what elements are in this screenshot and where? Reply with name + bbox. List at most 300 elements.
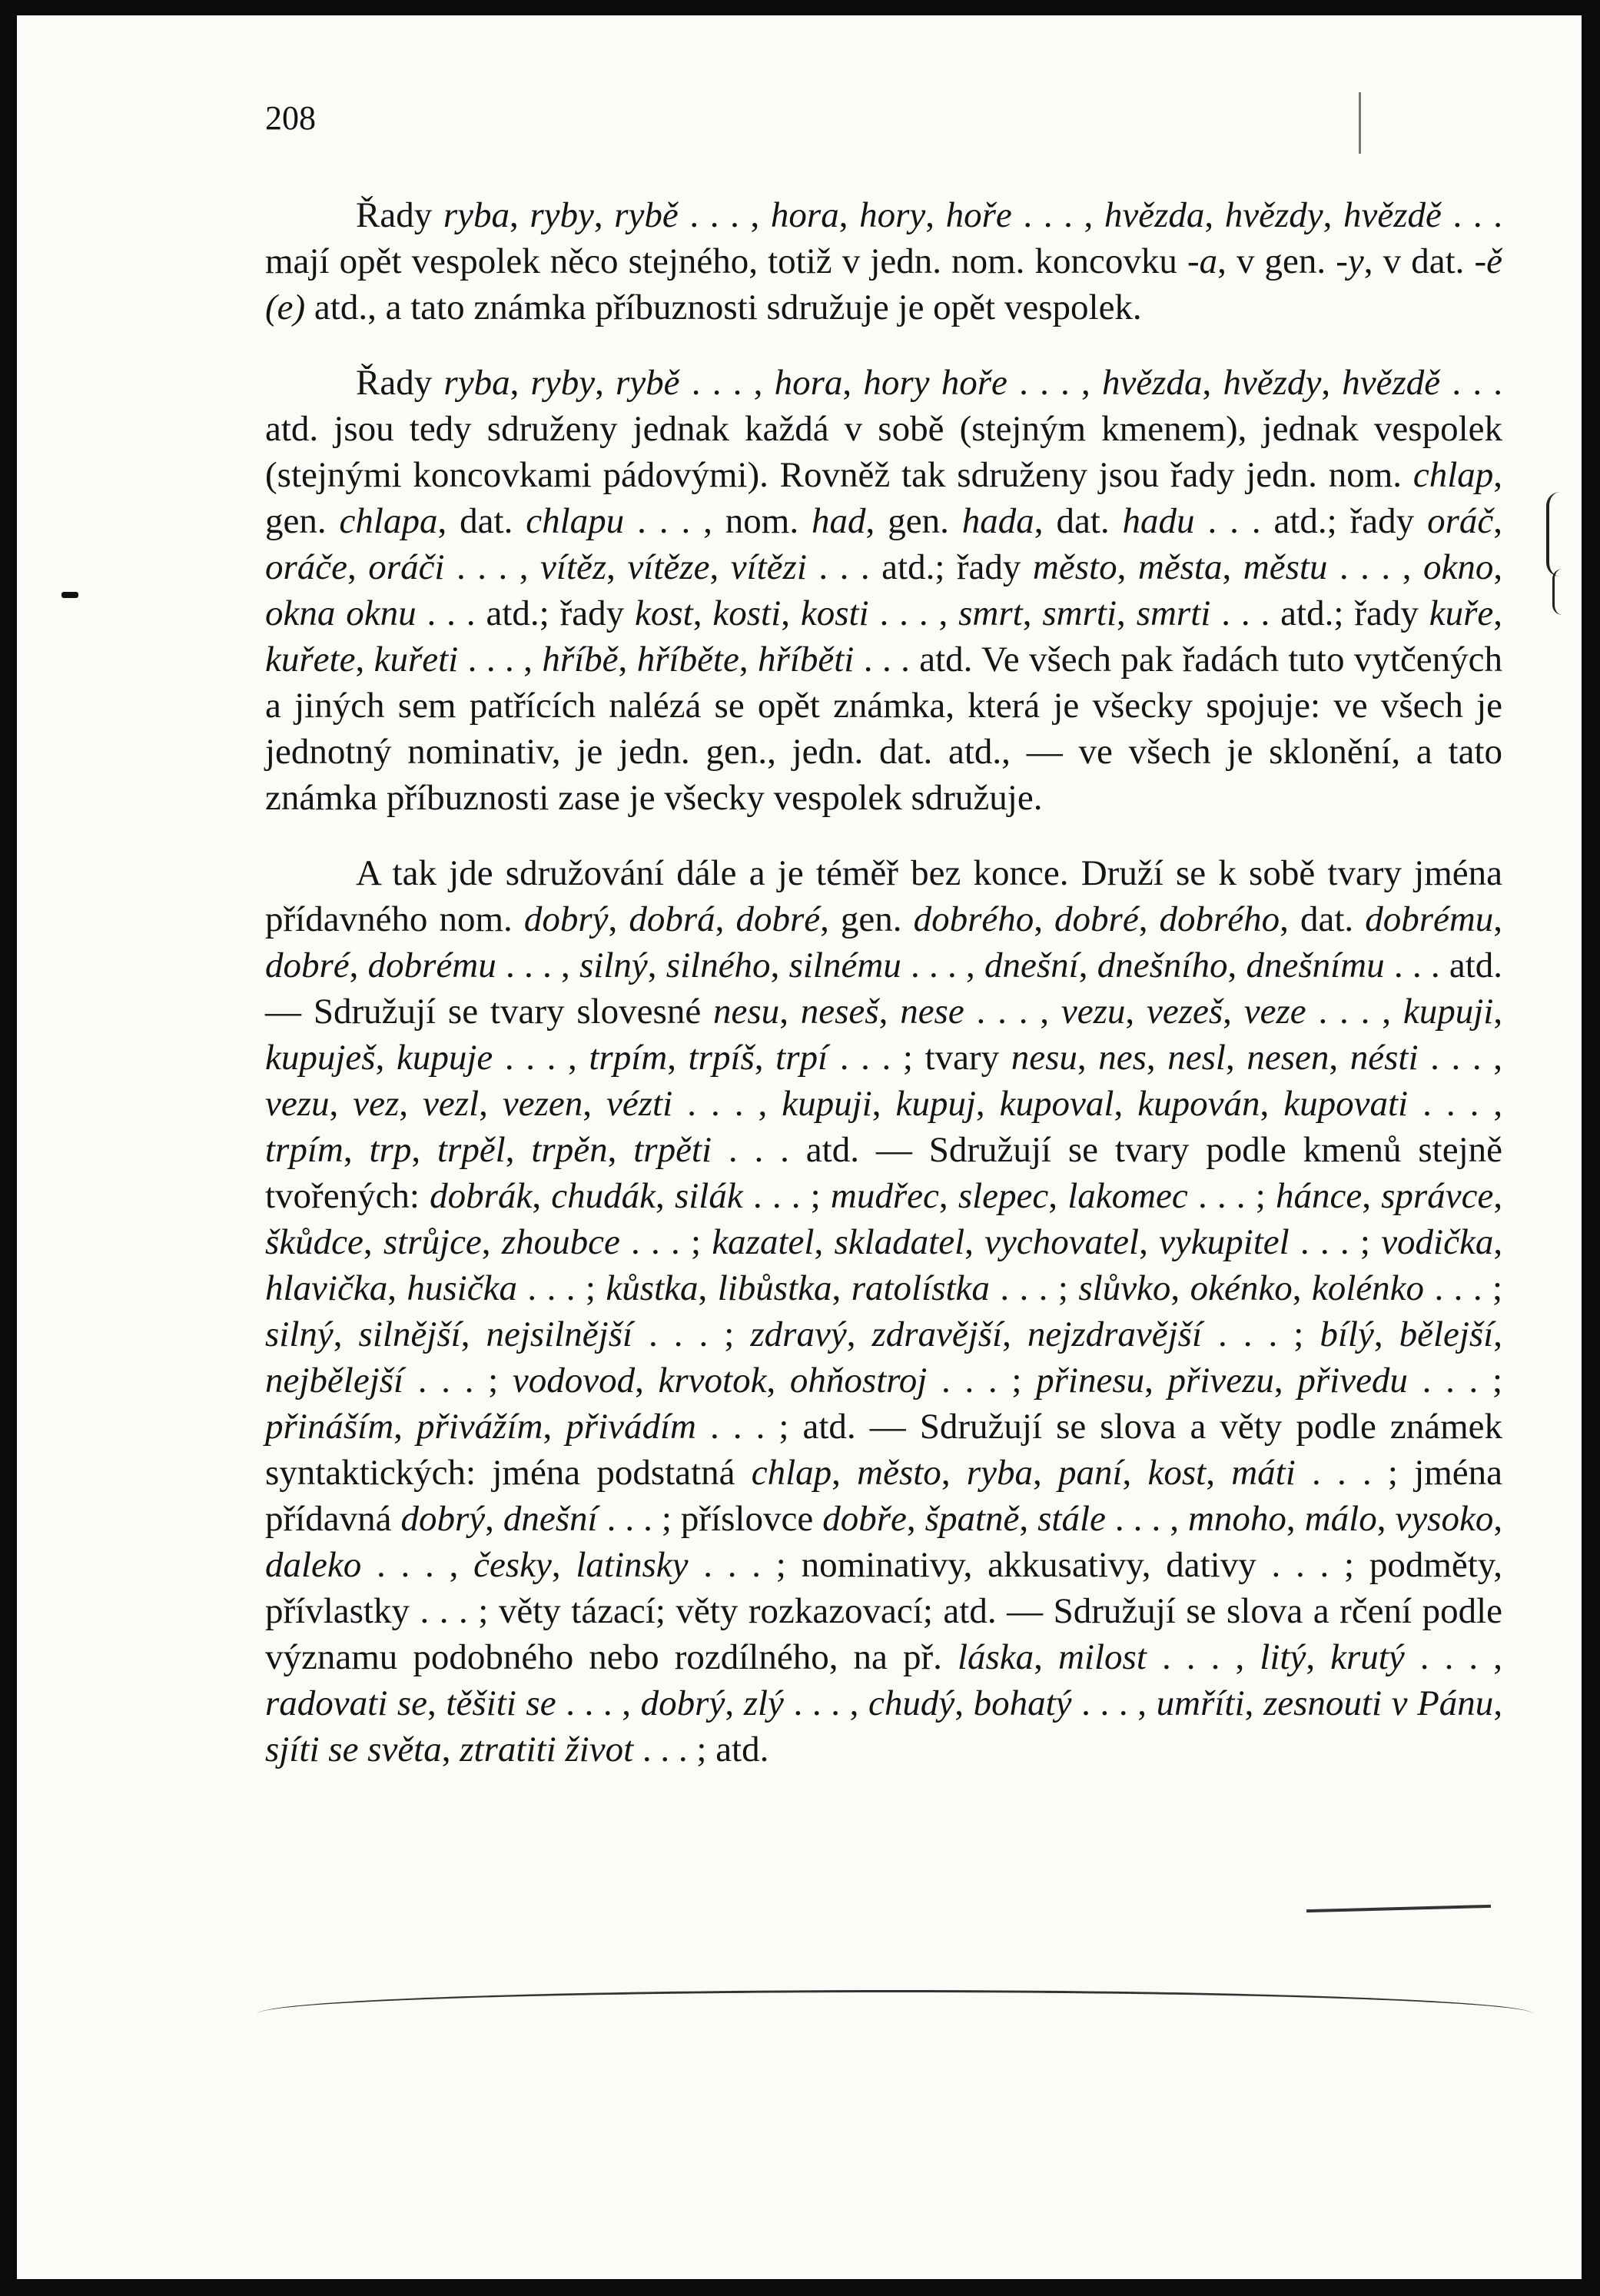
text-run: . . . , bbox=[783, 1683, 869, 1723]
italic-word: kupován bbox=[1137, 1084, 1260, 1124]
text-run: . . . atd.; řady bbox=[416, 593, 636, 633]
italic-word: okna oknu bbox=[265, 593, 417, 633]
italic-word: sjíti se světa bbox=[265, 1729, 442, 1769]
text-run: atd., a tato známka příbuznosti sdružuje je opět vespolek. bbox=[305, 287, 1142, 327]
italic-word: hory hoře bbox=[863, 363, 1007, 403]
text-run: , bbox=[427, 1683, 446, 1723]
italic-word: špatně bbox=[924, 1499, 1020, 1539]
text-run: . . . ; atd. bbox=[633, 1729, 769, 1769]
body-text bbox=[265, 192, 1502, 1773]
text-run: , bbox=[1493, 992, 1503, 1032]
italic-word: vítěze bbox=[627, 547, 710, 587]
italic-word: chudák bbox=[551, 1176, 656, 1216]
text-run: , bbox=[779, 992, 801, 1032]
text-run: , bbox=[551, 1545, 576, 1585]
italic-word: kosti bbox=[800, 593, 869, 633]
italic-word: zlý bbox=[743, 1683, 784, 1723]
text-run: , bbox=[1125, 992, 1147, 1032]
italic-word: bělejší bbox=[1399, 1314, 1494, 1354]
italic-word: vézti bbox=[606, 1084, 673, 1124]
text-run: . . . , bbox=[556, 1683, 641, 1723]
italic-word: kazatel bbox=[712, 1222, 815, 1262]
italic-word: město bbox=[1032, 547, 1117, 587]
italic-word: vítěz bbox=[540, 547, 607, 587]
text-run: . . . ; bbox=[1407, 1361, 1502, 1401]
text-run: , bbox=[543, 1407, 566, 1447]
italic-word: dobrá bbox=[629, 899, 715, 939]
italic-word: chlap bbox=[751, 1453, 832, 1493]
italic-word: trpím bbox=[265, 1130, 344, 1170]
text-run: . . . , bbox=[1327, 547, 1423, 587]
text-run: , bbox=[656, 1176, 675, 1216]
italic-word: škůdce bbox=[265, 1222, 363, 1262]
italic-word: oráč bbox=[1427, 501, 1494, 541]
italic-word: krvotok bbox=[658, 1361, 767, 1401]
text-run: . . . atd.; řady bbox=[806, 547, 1033, 587]
italic-word: dobrý bbox=[640, 1683, 725, 1723]
text-run: . . . atd.; řady bbox=[1194, 501, 1428, 541]
italic-word: přivezu bbox=[1167, 1361, 1274, 1401]
italic-word: nésti bbox=[1349, 1038, 1419, 1078]
italic-word: silný bbox=[579, 945, 648, 985]
text-run: . . . ; bbox=[403, 1361, 513, 1401]
text-run: , bbox=[1002, 1314, 1027, 1354]
italic-word: dnešní bbox=[984, 945, 1079, 985]
text-run: , bbox=[878, 992, 901, 1032]
italic-word: kupoval bbox=[999, 1084, 1114, 1124]
text-run: Řady bbox=[356, 195, 443, 235]
italic-word: přivážím bbox=[416, 1407, 543, 1447]
pencil-underline bbox=[257, 1990, 1533, 2014]
text-run: , bbox=[647, 945, 666, 985]
text-run: . . . atd. — Sdružují se tvary podle kmenů stejně tvořených: bbox=[265, 1130, 1503, 1216]
text-run: , bbox=[1493, 1314, 1503, 1354]
italic-word: přinesu bbox=[1036, 1361, 1145, 1401]
text-run: , v dat. bbox=[1363, 241, 1475, 281]
scan-border-right bbox=[1582, 0, 1600, 2296]
italic-word: trpěn bbox=[531, 1130, 608, 1170]
text-run: . . . atd. Ve všech pak řadách tuto vytčených a jiných sem patřících nalézá se opět známka, která je všecky spojuje: ve všech je jednotný nominativ, je jedn. gen., jedn. dat. atd., — ve všech je sklonění, a tato známka příbuznosti zase je všecky vespolek sdružuje. bbox=[265, 640, 1503, 818]
italic-word: nesen bbox=[1246, 1038, 1329, 1078]
italic-word: ryby bbox=[530, 363, 596, 403]
italic-word: radovati se bbox=[265, 1683, 428, 1723]
text-run: , bbox=[349, 945, 368, 985]
italic-word: trpím bbox=[589, 1038, 668, 1078]
page-number: 208 bbox=[265, 99, 316, 137]
italic-word: dobrému bbox=[367, 945, 496, 985]
text-run: , bbox=[1146, 1038, 1168, 1078]
italic-word: trpěti bbox=[633, 1130, 712, 1170]
text-run: , bbox=[1273, 1361, 1298, 1401]
text-run: , bbox=[583, 1084, 607, 1124]
italic-word: smrt bbox=[958, 593, 1023, 633]
italic-word: hvězdy bbox=[1224, 195, 1323, 235]
italic-word: kupuji bbox=[782, 1084, 872, 1124]
text-run: , bbox=[1222, 547, 1243, 587]
italic-word: kost bbox=[1147, 1453, 1207, 1493]
italic-word: rybě bbox=[616, 363, 680, 403]
text-run: , v gen. bbox=[1217, 241, 1336, 281]
text-run: , bbox=[1122, 1453, 1148, 1493]
text-run: , bbox=[1206, 1453, 1232, 1493]
italic-word: silnému bbox=[788, 945, 901, 985]
italic-word: hadu bbox=[1122, 501, 1195, 541]
text-run: , bbox=[1078, 945, 1097, 985]
italic-word: kůstka bbox=[606, 1268, 699, 1308]
text-run: A tak jde sdružování dále a je téměř bez konce. Druží se k sobě tvary jména přídavného nom. bbox=[265, 853, 1502, 939]
text-run: . . . , nom. bbox=[624, 501, 812, 541]
italic-word: vodovod bbox=[512, 1361, 636, 1401]
text-run: , bbox=[1376, 1499, 1396, 1539]
italic-word: trpí bbox=[775, 1038, 828, 1078]
text-run: , bbox=[692, 593, 713, 633]
italic-word: dnešní bbox=[503, 1499, 598, 1539]
italic-word: hora bbox=[770, 195, 839, 235]
italic-word: přivedu bbox=[1297, 1361, 1408, 1401]
italic-word: skladatel bbox=[834, 1222, 965, 1262]
italic-word: husička bbox=[407, 1268, 517, 1308]
text-run: , bbox=[441, 1729, 460, 1769]
pencil-strikethrough bbox=[1306, 1905, 1491, 1912]
italic-word: vezu bbox=[1061, 992, 1126, 1032]
italic-word: zhoubce bbox=[501, 1222, 620, 1262]
italic-word: umříti bbox=[1156, 1683, 1245, 1723]
text-run: , bbox=[1493, 1499, 1503, 1539]
text-run: , bbox=[595, 363, 616, 403]
margin-pencil-mark bbox=[1359, 92, 1361, 154]
text-run: , bbox=[838, 195, 860, 235]
italic-word: vezen bbox=[502, 1084, 583, 1124]
text-run: , bbox=[510, 195, 530, 235]
text-run: , bbox=[941, 1453, 967, 1493]
italic-word: trpěl bbox=[437, 1130, 506, 1170]
italic-word: zesnouti v Pánu bbox=[1263, 1683, 1494, 1723]
italic-word: hvězda bbox=[1104, 195, 1205, 235]
text-run: , bbox=[1373, 1314, 1399, 1354]
italic-word: vodička bbox=[1381, 1222, 1494, 1262]
italic-word: kupuji bbox=[1402, 992, 1494, 1032]
italic-word: ryba bbox=[443, 195, 510, 235]
text-run: , bbox=[387, 1268, 407, 1308]
text-run: , bbox=[814, 1222, 835, 1262]
italic-word: město bbox=[857, 1453, 941, 1493]
italic-word: paní bbox=[1057, 1453, 1123, 1493]
text-run: . . . , bbox=[1306, 992, 1403, 1032]
text-run: , bbox=[1202, 363, 1223, 403]
text-run: , bbox=[1323, 195, 1344, 235]
text-run: , bbox=[1362, 1176, 1382, 1216]
text-run: , bbox=[1034, 899, 1055, 939]
scan-border-bottom bbox=[0, 2279, 1600, 2296]
text-run: , bbox=[754, 1038, 776, 1078]
text-run: , bbox=[635, 1361, 659, 1401]
italic-word: mnoho bbox=[1187, 1499, 1286, 1539]
italic-word: libůstka bbox=[717, 1268, 832, 1308]
text-run: , bbox=[925, 195, 946, 235]
text-run: , bbox=[343, 1130, 370, 1170]
italic-word: bílý bbox=[1320, 1314, 1374, 1354]
italic-word: lakomec bbox=[1067, 1176, 1188, 1216]
text-run: , dat. bbox=[1280, 899, 1366, 939]
text-run: , bbox=[481, 1222, 502, 1262]
italic-word: hvězdě bbox=[1343, 195, 1442, 235]
text-run: , bbox=[1019, 1499, 1038, 1539]
italic-word: ryba bbox=[966, 1453, 1033, 1493]
text-run: . . . , bbox=[1146, 1637, 1260, 1677]
italic-word: -a bbox=[1187, 241, 1218, 281]
text-run: . . . , bbox=[672, 1084, 782, 1124]
italic-word: chlapa bbox=[339, 501, 438, 541]
text-run: , bbox=[1022, 593, 1043, 633]
text-run: , bbox=[1034, 1637, 1058, 1677]
text-run: , bbox=[1260, 1084, 1284, 1124]
text-run: , bbox=[1493, 1176, 1503, 1216]
italic-word: vezl bbox=[423, 1084, 480, 1124]
italic-word: silný bbox=[265, 1314, 334, 1354]
italic-word: láska bbox=[957, 1637, 1034, 1677]
text-run: . . . , bbox=[1011, 195, 1104, 235]
italic-word: ryby bbox=[529, 195, 594, 235]
italic-word: chlapu bbox=[526, 501, 625, 541]
italic-word: dobře bbox=[822, 1499, 907, 1539]
text-run: , bbox=[606, 547, 628, 587]
text-run: . . . , bbox=[493, 1038, 589, 1078]
italic-word: kupovati bbox=[1283, 1084, 1409, 1124]
italic-word: smrti bbox=[1042, 593, 1117, 633]
italic-word: -y bbox=[1336, 241, 1364, 281]
text-run: , dat. bbox=[437, 501, 526, 541]
text-run: . . . ; atd. — Sdružují se slova a věty podle známek syntaktických: jména podstatná bbox=[265, 1407, 1502, 1493]
italic-word: dnešního bbox=[1097, 945, 1228, 985]
italic-word: silák bbox=[674, 1176, 743, 1216]
text-run: , bbox=[1493, 1222, 1503, 1262]
italic-word: silnější bbox=[358, 1314, 461, 1354]
italic-word: hříběti bbox=[758, 640, 855, 679]
italic-word: máti bbox=[1231, 1453, 1296, 1493]
text-run: . . . ; příslovce bbox=[597, 1499, 823, 1539]
italic-word: nejbělejší bbox=[265, 1361, 404, 1401]
text-run: Řady bbox=[356, 363, 444, 403]
text-run: , bbox=[485, 1499, 503, 1539]
italic-word: hora bbox=[774, 363, 843, 403]
italic-word: přináším bbox=[265, 1407, 394, 1447]
text-run: , bbox=[667, 1038, 689, 1078]
italic-word: slepec bbox=[958, 1176, 1049, 1216]
text-run: , bbox=[479, 1084, 503, 1124]
text-run: . . . ; bbox=[1289, 1222, 1382, 1262]
paragraph bbox=[265, 360, 1502, 821]
italic-word: hoře bbox=[945, 195, 1012, 235]
text-run: , dat. bbox=[1034, 501, 1123, 541]
text-run: . . . , bbox=[361, 1545, 474, 1585]
text-run: , bbox=[510, 363, 531, 403]
text-run: . . . , bbox=[1404, 1637, 1503, 1677]
text-run: , bbox=[411, 1130, 437, 1170]
text-run: . . . , bbox=[1071, 1683, 1157, 1723]
paragraph bbox=[265, 850, 1502, 1773]
italic-word: vychovatel bbox=[984, 1222, 1140, 1262]
italic-word: rybě bbox=[614, 195, 679, 235]
italic-word: málo bbox=[1304, 1499, 1377, 1539]
italic-word: slůvko bbox=[1078, 1268, 1171, 1308]
text-run: , bbox=[1138, 899, 1160, 939]
italic-word: hříbě bbox=[542, 640, 619, 679]
text-run: . . . ; bbox=[632, 1314, 751, 1354]
text-run: , bbox=[608, 899, 629, 939]
scan-border-left bbox=[0, 0, 17, 2296]
text-run: , bbox=[329, 1084, 354, 1124]
italic-word: hvězda bbox=[1101, 363, 1203, 403]
text-run: , bbox=[1286, 1499, 1305, 1539]
italic-word: hvězdě bbox=[1342, 363, 1441, 403]
text-run: . . . atd. — Sdružují se tvary slovesné bbox=[265, 945, 1503, 1032]
italic-word: ohňostroj bbox=[789, 1361, 928, 1401]
italic-word: chudý bbox=[868, 1683, 955, 1723]
italic-word: veze bbox=[1243, 992, 1306, 1032]
text-run: , bbox=[964, 1222, 985, 1262]
italic-word: strůjce bbox=[383, 1222, 482, 1262]
text-run: , bbox=[871, 1084, 896, 1124]
italic-word: dobrý bbox=[400, 1499, 486, 1539]
italic-word: daleko bbox=[265, 1545, 362, 1585]
text-run: . . . atd.; řady bbox=[1210, 593, 1429, 633]
text-run: , bbox=[355, 640, 374, 679]
text-run: , bbox=[363, 1222, 383, 1262]
italic-word: vezeš bbox=[1147, 992, 1223, 1032]
text-run: . . . ; bbox=[1424, 1268, 1503, 1308]
italic-word: hory bbox=[859, 195, 926, 235]
text-run: , bbox=[347, 547, 369, 587]
text-run: , gen. bbox=[265, 455, 1502, 541]
text-run: , bbox=[698, 1268, 718, 1308]
text-run: , bbox=[1321, 363, 1343, 403]
scan-border-top bbox=[0, 0, 1600, 15]
text-run: . . . mají opět vespolek něco stejného, totiž v jedn. nom. koncovku bbox=[265, 195, 1503, 281]
italic-word: chlap bbox=[1412, 455, 1494, 495]
italic-word: vítězi bbox=[730, 547, 807, 587]
italic-word: městu bbox=[1243, 547, 1328, 587]
italic-word: kost bbox=[635, 593, 693, 633]
text-run: , bbox=[1117, 593, 1137, 633]
italic-word: hánce bbox=[1275, 1176, 1363, 1216]
italic-word: města bbox=[1137, 547, 1223, 587]
text-run: , bbox=[739, 640, 759, 679]
text-run: . . . , bbox=[1408, 1084, 1503, 1124]
text-run: . . . ; jména přídavná bbox=[265, 1453, 1503, 1539]
text-run: , bbox=[715, 899, 736, 939]
text-run: . . . atd. jsou tedy sdruženy jednak každá v sobě (stejným kmenem), jednak vespolek (stejnými koncovkami pádovými). Rovněž tak sdruženy jsou řady jedn. nom. bbox=[265, 363, 1503, 495]
italic-word: hříběte bbox=[636, 640, 739, 679]
italic-word: vez bbox=[353, 1084, 400, 1124]
text-run: , bbox=[938, 1176, 958, 1216]
text-run: , bbox=[1493, 593, 1502, 633]
text-run: , bbox=[770, 945, 789, 985]
italic-word: dobré bbox=[1054, 899, 1139, 939]
text-run: . . . ; tvary bbox=[828, 1038, 1011, 1078]
italic-word: vezu bbox=[265, 1084, 330, 1124]
italic-word: nesu bbox=[1011, 1038, 1077, 1078]
italic-word: hvězdy bbox=[1223, 363, 1322, 403]
text-run: , bbox=[1223, 992, 1244, 1032]
italic-word: ztratiti život bbox=[460, 1729, 634, 1769]
italic-word: kupuješ bbox=[265, 1038, 376, 1078]
italic-word: nesu bbox=[713, 992, 780, 1032]
text-run: . . . , bbox=[868, 593, 959, 633]
italic-word: krutý bbox=[1330, 1637, 1405, 1677]
text-run: , gen. bbox=[820, 899, 914, 939]
text-run: , bbox=[1493, 899, 1503, 939]
italic-word: dobrého bbox=[913, 899, 1034, 939]
italic-word: trp bbox=[369, 1130, 412, 1170]
italic-word: silného bbox=[666, 945, 771, 985]
text-run: . . . , bbox=[964, 992, 1061, 1032]
margin-bracket-mark bbox=[1546, 492, 1560, 576]
margin-ink-dot bbox=[61, 592, 78, 598]
text-run: , bbox=[1227, 945, 1246, 985]
italic-word: latinsky bbox=[576, 1545, 689, 1585]
text-run: , bbox=[1170, 1268, 1190, 1308]
italic-word: had bbox=[812, 501, 866, 541]
text-run: , bbox=[1144, 1361, 1168, 1401]
text-run: , bbox=[1032, 1453, 1058, 1493]
margin-bracket-mark bbox=[1552, 569, 1562, 615]
text-run: , bbox=[618, 640, 637, 679]
italic-word: dobrý bbox=[523, 899, 609, 939]
text-run: , bbox=[393, 1407, 417, 1447]
text-run: . . . ; bbox=[619, 1222, 712, 1262]
text-run: , bbox=[832, 1453, 858, 1493]
text-run: . . . , bbox=[678, 195, 771, 235]
text-run: , gen. bbox=[865, 501, 962, 541]
text-run: , bbox=[1292, 1268, 1312, 1308]
italic-word: bohatý bbox=[973, 1683, 1072, 1723]
text-run: , bbox=[725, 1683, 744, 1723]
paragraph bbox=[265, 192, 1502, 331]
text-run: . . . , bbox=[1105, 1499, 1188, 1539]
text-run: , bbox=[846, 1314, 872, 1354]
italic-word: zdravější bbox=[871, 1314, 1003, 1354]
text-run: , bbox=[766, 1361, 790, 1401]
text-run: . . . , bbox=[444, 547, 541, 587]
text-run: , bbox=[1139, 1222, 1160, 1262]
italic-word: trpíš bbox=[688, 1038, 755, 1078]
text-run: , bbox=[333, 1314, 359, 1354]
text-run: . . . ; bbox=[1187, 1176, 1276, 1216]
text-run: , bbox=[1493, 501, 1502, 541]
italic-word: česky bbox=[473, 1545, 552, 1585]
text-run: , bbox=[1244, 1683, 1263, 1723]
italic-word: -ě (e) bbox=[265, 241, 1502, 327]
text-run: . . . ; bbox=[516, 1268, 606, 1308]
italic-word: vykupitel bbox=[1159, 1222, 1290, 1262]
italic-word: ryba bbox=[443, 363, 510, 403]
italic-word: nejzdravější bbox=[1027, 1314, 1203, 1354]
italic-word: litý bbox=[1260, 1637, 1306, 1677]
italic-word: mudřec bbox=[830, 1176, 939, 1216]
italic-word: nesl bbox=[1167, 1038, 1226, 1078]
text-run: , bbox=[399, 1084, 423, 1124]
text-run: , bbox=[975, 1084, 1000, 1124]
italic-word: dobrák bbox=[430, 1176, 533, 1216]
text-run: , bbox=[1493, 547, 1503, 587]
text-run: , bbox=[842, 363, 864, 403]
text-run: . . . , bbox=[679, 363, 775, 403]
italic-word: kolénko bbox=[1311, 1268, 1425, 1308]
text-run: , bbox=[593, 195, 615, 235]
text-run: . . . , bbox=[496, 945, 579, 985]
italic-word: nese bbox=[900, 992, 964, 1032]
text-run: , bbox=[1048, 1176, 1068, 1216]
